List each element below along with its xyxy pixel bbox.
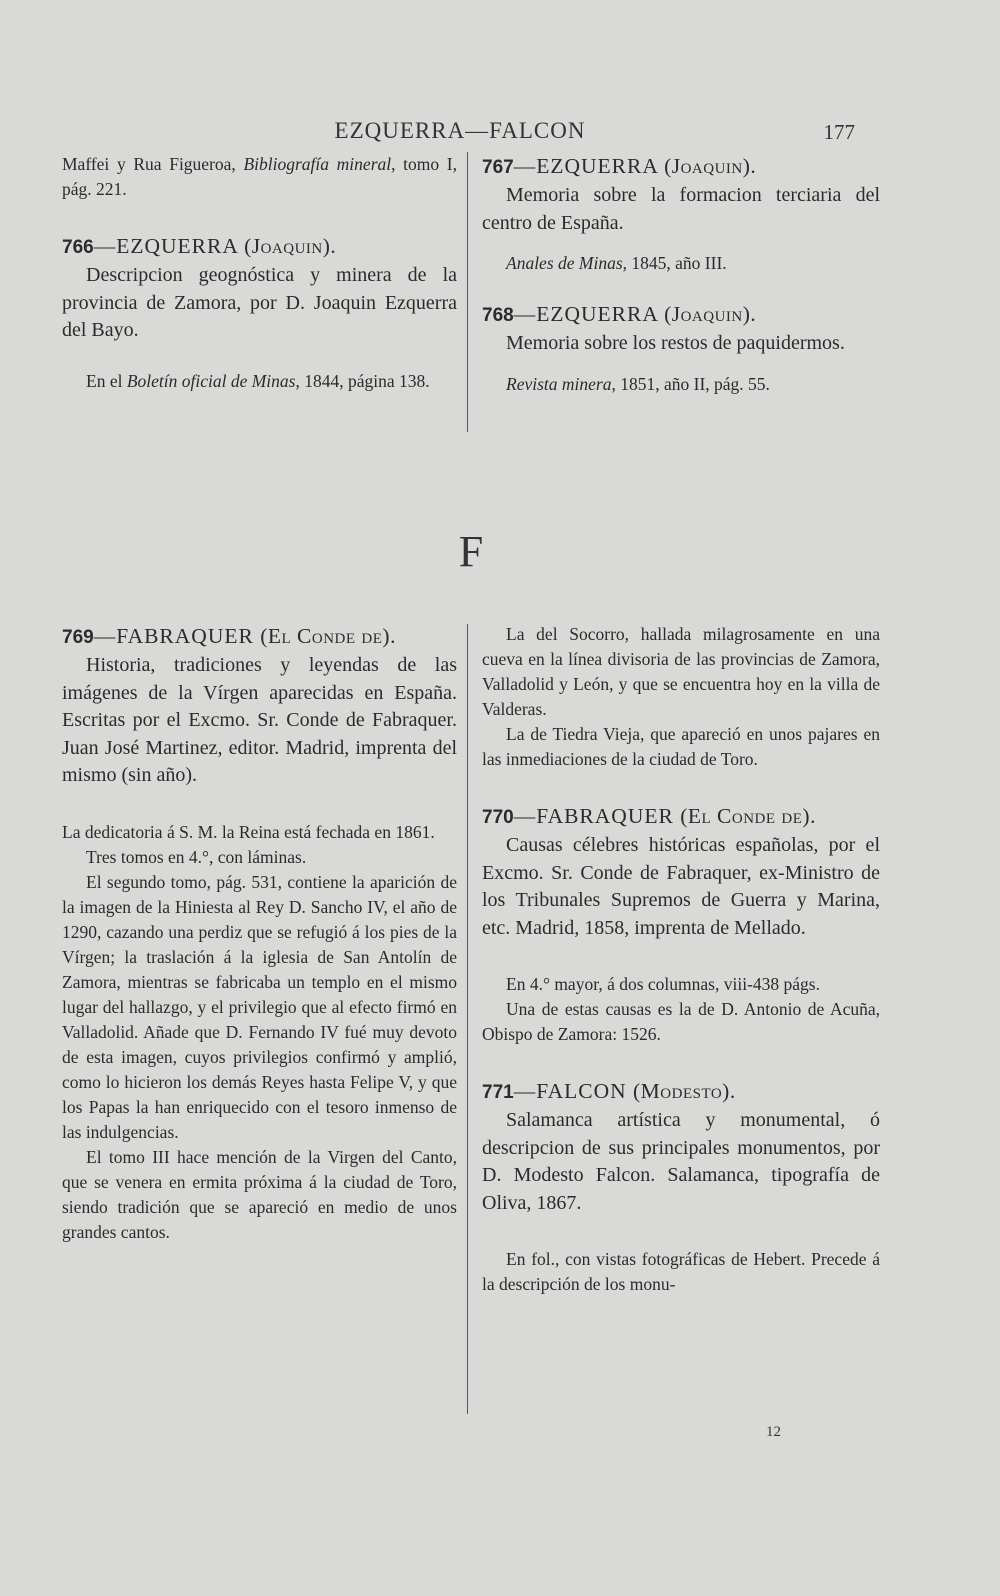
entry-heading: 766—EZQUERRA (Joaquin).: [62, 234, 337, 258]
entry-title: Causas célebres históricas españolas, por el Excmo. Sr. Conde de Fabraquer, ex-Ministro de los Tribunales Supremos de Guerra y Marina, etc. Madrid, 1858, imprenta de Mellado.: [482, 834, 880, 939]
page-number: 177: [823, 120, 855, 144]
entry-note: En fol., con vistas fotográficas de Hebert. Precede á la descripción de los monu-: [482, 1249, 880, 1294]
entry-note: El segundo tomo, pág. 531, contiene la aparición de la imagen de la Hiniesta al Rey D. Sancho IV, el año de 1290, cazando una perdiz que se refugió á los pies de la Vírgen; la traslación á la iglesia de San Antolín de Zamora, mientras se fabricaba un templo en el mismo lugar del hallazgo, y el privilegio que al efecto firmó en Valladolid. Añade que D. Fernando IV fué muy devoto de esta imagen, cuyos privilegios confirmó y amplió, como lo hicieron los demás Reyes hasta Felipe V, y que los Papas la han enriquecido con el tesoro inmenso de las indulgencias.: [62, 871, 457, 1142]
section-letter: F: [458, 527, 484, 576]
entry-title: Salamanca artística y monumental, ó descripcion de sus principales monumentos, por D. Modesto Falcon. Salamanca, tipografía de Oliva, 1867.: [482, 1109, 880, 1214]
entry-source: En el Boletín oficial de Minas, 1844, página 138.: [86, 370, 430, 391]
continuation-text: Maffei y Rua Figueroa, Bibliografía mineral, tomo I, pág. 221.: [62, 154, 457, 199]
top-left-column: [62, 152, 457, 394]
column-rule-bottom: [467, 624, 468, 1414]
running-head: EZQUERRA—FALCON: [334, 118, 586, 143]
entry-heading: 771—FALCON (Modesto).: [482, 1079, 736, 1103]
signature-mark: 12: [766, 1424, 781, 1440]
bottom-left-column: [62, 622, 457, 1245]
entry-note: En 4.° mayor, á dos columnas, viii-438 págs.: [506, 974, 820, 994]
entry-heading: 767—EZQUERRA (Joaquin).: [482, 154, 757, 178]
entry-heading: 768—EZQUERRA (Joaquin).: [482, 302, 757, 326]
continuation-text: La del Socorro, hallada milagrosamente en una cueva en la línea divisoria de las provincias de Zamora, Valladolid y León, y que se encuentra hoy en la villa de Valderas.: [482, 624, 880, 719]
entry-note: Tres tomos en 4.°, con láminas.: [86, 846, 307, 867]
entry-770: [482, 802, 880, 1047]
entry-note: La dedicatoria á S. M. la Reina está fechada en 1861.: [62, 821, 435, 842]
continuation-text: La de Tiedra Vieja, que apareció en unos pajares en las inmediaciones de la ciudad de Toro.: [482, 724, 880, 769]
entry-title: Historia, tradiciones y leyendas de las imágenes de la Vírgen aparecidas en España. Escritas por el Excmo. Sr. Conde de Fabraquer. Juan José Martinez, editor. Madrid, imprenta del mismo (sin año).: [62, 654, 457, 786]
entry-source: Revista minera, 1851, año II, pág. 55.: [506, 373, 770, 394]
entry-source: Anales de Minas, 1845, año III.: [506, 253, 727, 273]
top-right-column: [482, 152, 880, 397]
entry-heading: 769—FABRAQUER (El Conde de).: [62, 624, 396, 648]
entry-767: [482, 152, 880, 276]
entry-771: [482, 1077, 880, 1297]
entry-769: [62, 622, 457, 1245]
entry-title: Descripcion geognóstica y minera de la provincia de Zamora, por D. Joaquin Ezquerra del Bayo.: [62, 264, 457, 341]
entry-note: Una de estas causas es la de D. Antonio de Acuña, Obispo de Zamora: 1526.: [482, 999, 880, 1044]
entry-766: [62, 232, 457, 394]
column-rule-top: [467, 152, 468, 432]
entry-note: El tomo III hace mención de la Virgen del Canto, que se venera en ermita próxima á la ciudad de Toro, siendo tradición que se apareció en medio de unos grandes cantos.: [62, 1146, 457, 1242]
entry-heading: 770—FABRAQUER (El Conde de).: [482, 804, 816, 828]
bottom-right-column: [482, 622, 880, 1297]
entry-title: Memoria sobre la formacion terciaria del centro de España.: [482, 184, 880, 234]
entry-768: [482, 300, 880, 397]
entry-title: Memoria sobre los restos de paquidermos.: [506, 332, 845, 354]
